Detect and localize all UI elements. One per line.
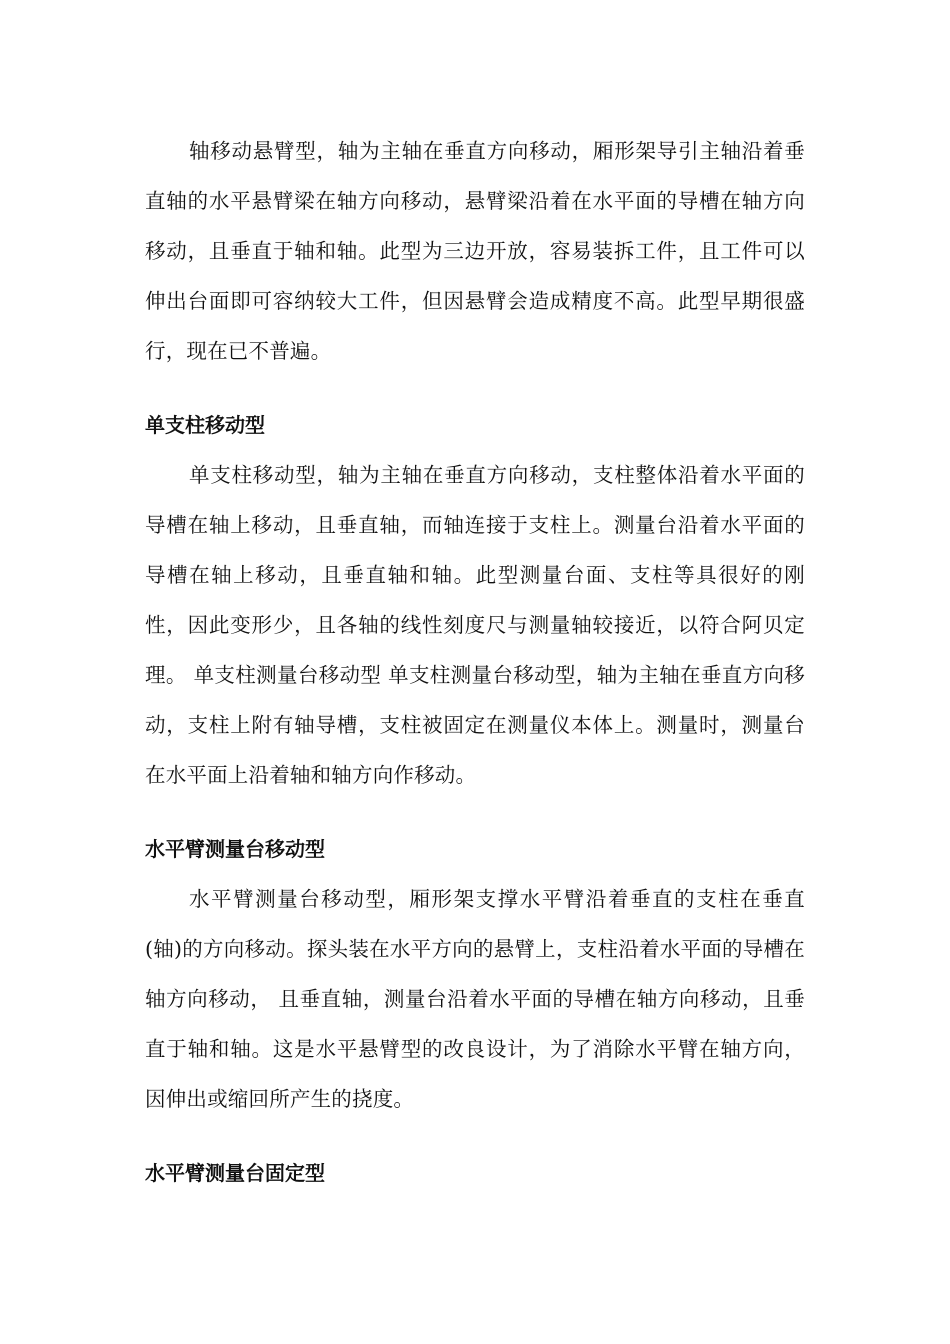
paragraph-horizontal-arm-moving-table: 水平臂测量台移动型，厢形架支撑水平臂沿着垂直的支柱在垂直(轴)的方向移动。探头装在水平方向的悬臂上，支柱沿着水平面的导槽在轴方向移动， 且垂直轴，测量台沿着水平面的导槽在轴方向移动，且垂直于轴和轴。这是水平悬臂型的改良设计，为了消除水平臂在轴方向，因伸出或缩回所产生的挠度。 bbox=[145, 887, 805, 1111]
section-heading-horizontal-arm-moving-table: 水平臂测量台移动型 bbox=[145, 837, 325, 861]
section-heading-horizontal-arm-fixed-table: 水平臂测量台固定型 bbox=[145, 1161, 325, 1185]
paragraph-cantilever-type: 轴移动悬臂型，轴为主轴在垂直方向移动，厢形架导引主轴沿着垂直轴的水平悬臂梁在轴方向移动，悬臂梁沿着在水平面的导槽在轴方向移动，且垂直于轴和轴。此型为三边开放，容易装拆工件，且工件可以伸出台面即可容纳较大工件，但因悬臂会造成精度不高。此型早期很盛行，现在已不普遍。 bbox=[145, 139, 805, 363]
paragraph-single-column-moving: 单支柱移动型，轴为主轴在垂直方向移动，支柱整体沿着水平面的导槽在轴上移动，且垂直轴，而轴连接于支柱上。测量台沿着水平面的导槽在轴上移动，且垂直轴和轴。此型测量台面、支柱等具很好的刚性，因此变形少，且各轴的线性刻度尺与测量轴较接近，以符合阿贝定理。 单支柱测量台移动型 单支柱测量台移动型，轴为主轴在垂直方向移动，支柱上附有轴导槽，支柱被固定在测量仪本体上。测量时，测量台在水平面上沿着轴和轴方向作移动。 bbox=[145, 463, 805, 787]
document-body bbox=[145, 126, 805, 1198]
section-heading-single-column-moving: 单支柱移动型 bbox=[145, 413, 265, 437]
